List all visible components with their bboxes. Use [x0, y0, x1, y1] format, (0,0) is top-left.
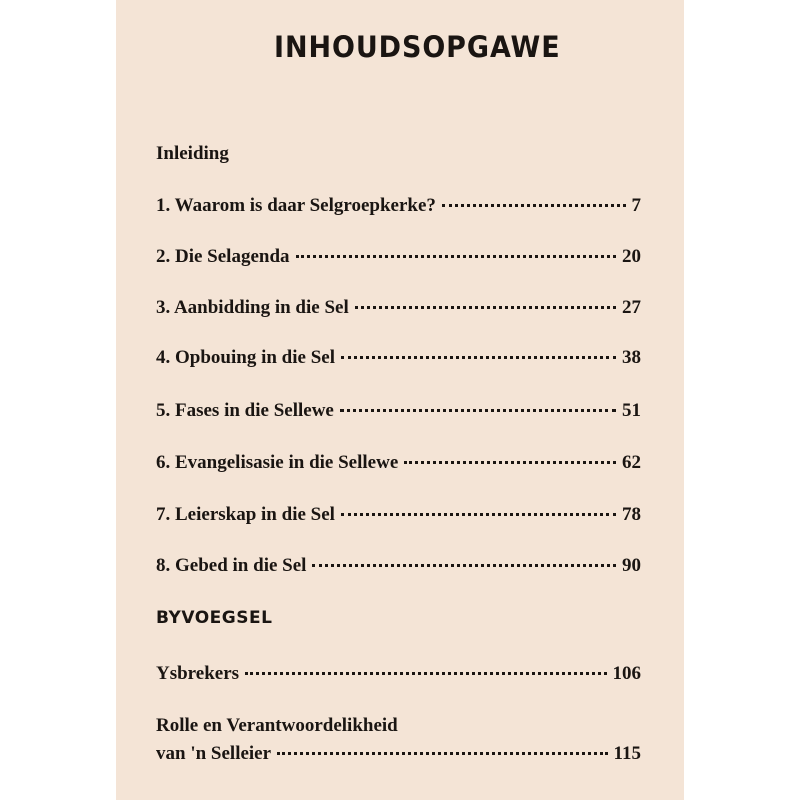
toc-entry-label: 2. Die Selagenda — [156, 246, 290, 267]
leader-dots — [340, 409, 616, 412]
toc-entry-page: 106 — [612, 663, 641, 684]
toc-entry-label: 4. Opbouing in die Sel — [156, 347, 335, 368]
toc-entry-8 — [156, 555, 641, 577]
toc-entry-page: 62 — [622, 452, 641, 473]
intro-heading: Inleiding — [156, 143, 229, 164]
appendix-entry-1 — [156, 663, 641, 685]
leader-dots — [341, 356, 616, 359]
toc-entry-page: 27 — [622, 297, 641, 318]
toc-entry-label: 6. Evangelisasie in die Sellewe — [156, 452, 399, 473]
toc-entry-page: 7 — [631, 195, 641, 216]
toc-entry-page: 38 — [622, 347, 641, 368]
toc-entry-page: 115 — [613, 743, 641, 764]
leader-dots — [442, 204, 626, 207]
toc-entry-label: 3. Aanbidding in die Sel — [156, 297, 349, 318]
appendix-heading: BYVOEGSEL — [156, 608, 273, 628]
leader-dots — [312, 564, 616, 567]
toc-entry-label: 7. Leierskap in die Sel — [156, 504, 335, 525]
page-title: INHOUDSOPGAWE — [274, 30, 561, 64]
toc-entry-label: 1. Waarom is daar Selgroepkerke? — [156, 195, 436, 216]
toc-entry-label: 8. Gebed in die Sel — [156, 555, 307, 576]
leader-dots — [341, 513, 616, 516]
toc-entry-page: 51 — [622, 400, 641, 421]
appendix-entry-2-line1: Rolle en Verantwoordelikheid — [156, 715, 398, 736]
toc-entry-label: van 'n Selleier — [156, 743, 272, 764]
bleed-through-text — [306, 95, 313, 125]
toc-entry-label: Ysbrekers — [156, 663, 240, 684]
leader-dots — [404, 461, 616, 464]
appendix-entry-2 — [156, 743, 641, 765]
leader-dots — [277, 752, 607, 755]
leader-dots — [355, 306, 616, 309]
toc-entry-page: 20 — [622, 246, 641, 267]
toc-entry-4 — [156, 347, 641, 369]
book-page — [116, 0, 684, 800]
toc-entry-page: 90 — [622, 555, 641, 576]
leader-dots — [296, 255, 616, 258]
toc-entry-2 — [156, 246, 641, 268]
toc-entry-5 — [156, 400, 641, 422]
toc-entry-page: 78 — [622, 504, 641, 525]
toc-entry-6 — [156, 452, 641, 474]
toc-entry-3 — [156, 297, 641, 319]
leader-dots — [245, 672, 606, 675]
toc-entry-1 — [156, 195, 641, 217]
toc-entry-label: 5. Fases in die Sellewe — [156, 400, 334, 421]
toc-entry-7 — [156, 504, 641, 526]
